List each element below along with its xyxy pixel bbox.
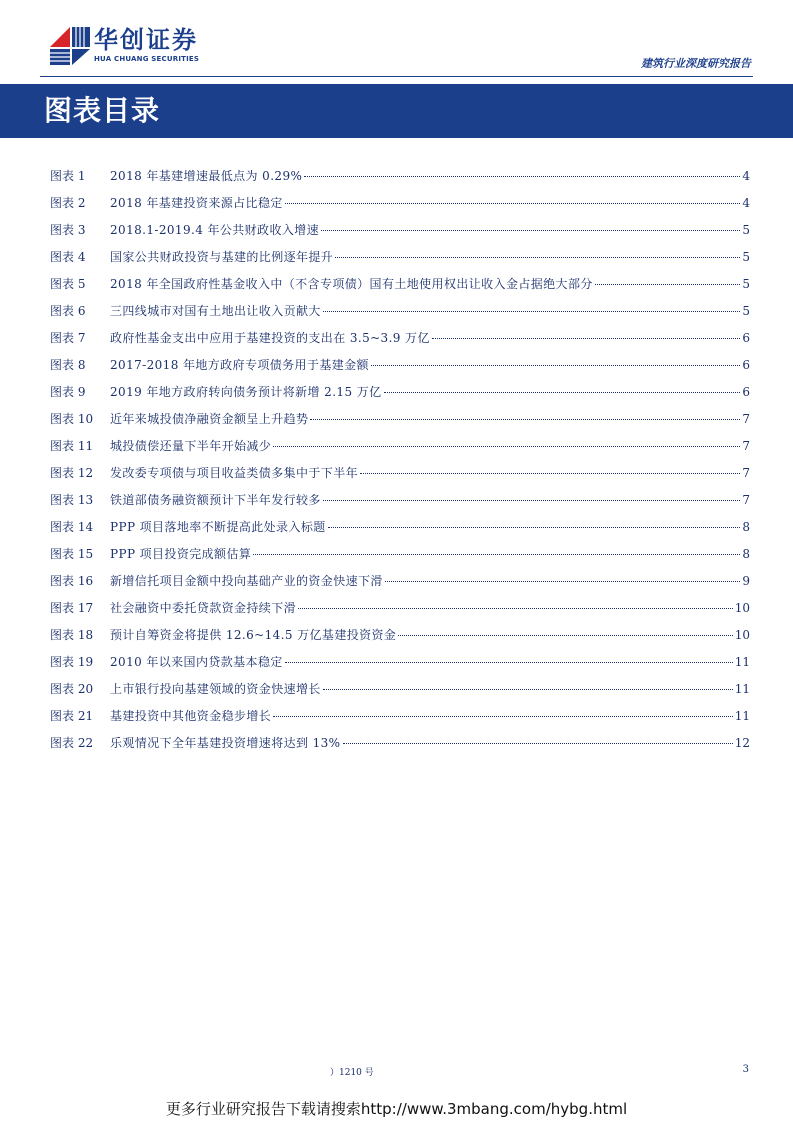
toc-figure-label: 图表 11 [50,439,94,453]
toc-figure-title[interactable]: 上市银行投向基建领域的资金快速增长 [110,682,321,696]
toc-page-number: 9 [742,574,750,588]
toc-leader-dots [273,446,740,447]
toc-entry[interactable] [50,708,750,735]
toc-entry[interactable] [50,681,750,708]
toc-figure-label: 图表 8 [50,358,86,372]
toc-page-number: 4 [742,196,750,210]
toc-page-number: 4 [742,169,750,183]
toc-figure-label: 图表 9 [50,385,86,399]
section-title: 图表目录 [44,94,161,127]
toc-figure-label: 图表 21 [50,709,94,723]
toc-page-number: 10 [734,601,750,615]
toc-figure-title[interactable]: 新增信托项目金额中投向基础产业的资金快速下滑 [110,574,383,588]
toc-leader-dots [384,392,741,393]
toc-figure-label: 图表 12 [50,466,94,480]
toc-page-number: 8 [742,520,750,534]
toc-page-number: 5 [742,250,750,264]
toc-entry[interactable] [50,303,750,330]
toc-entry[interactable] [50,492,750,519]
toc-leader-dots [310,419,740,420]
toc-figure-label: 图表 7 [50,331,86,345]
toc-page-number: 7 [742,439,750,453]
footer-license: ）1210 号 [330,1068,374,1078]
toc-figure-label: 图表 18 [50,628,94,642]
toc-figure-title[interactable]: 2018 年全国政府性基金收入中（不含专项债）国有土地使用权出让收入金占据绝大部分 [110,277,593,291]
toc-leader-dots [323,689,733,690]
toc-entry[interactable] [50,384,750,411]
toc-entry[interactable] [50,546,750,573]
toc-figure-title[interactable]: PPP 项目投资完成额估算 [110,547,252,561]
toc-page-number: 5 [742,223,750,237]
toc-figure-title[interactable]: 2018.1-2019.4 年公共财政收入增速 [110,223,320,237]
toc-page-number: 8 [742,547,750,561]
toc-entry[interactable] [50,330,750,357]
toc-figure-title[interactable]: 基建投资中其他资金稳步增长 [110,709,272,723]
toc-leader-dots [285,203,741,204]
page-header [0,0,793,84]
section-banner [0,84,793,138]
toc-figure-title[interactable]: 社会融资中委托贷款资金持续下滑 [110,601,297,615]
toc-figure-title[interactable]: 2018 年基建投资来源占比稳定 [110,196,283,210]
toc-figure-label: 图表 22 [50,736,94,750]
toc-figure-title[interactable]: 发改委专项债与项目收益类债多集中于下半年 [110,466,359,480]
toc-leader-dots [371,365,740,366]
toc-entry[interactable] [50,600,750,627]
toc-leader-dots [323,311,741,312]
toc-entry[interactable] [50,276,750,303]
toc-figure-title[interactable]: 乐观情况下全年基建投资增速将达到 13% [110,736,341,750]
toc-figure-title[interactable]: 2019 年地方政府转向债务预计将新增 2.15 万亿 [110,385,382,399]
toc-figure-title[interactable]: 2010 年以来国内贷款基本稳定 [110,655,283,669]
toc-figure-title[interactable]: 2017-2018 年地方政府专项债务用于基建金额 [110,358,369,372]
download-note: 更多行业研究报告下载请搜索http://www.3mbang.com/hybg.html [165,1100,628,1118]
toc-figure-title[interactable]: 近年来城投债净融资金额呈上升趋势 [110,412,309,426]
toc-page-number: 6 [742,358,750,372]
toc-entry[interactable] [50,519,750,546]
toc-leader-dots [323,500,741,501]
figure-index [50,168,750,762]
toc-figure-label: 图表 6 [50,304,86,318]
toc-figure-label: 图表 15 [50,547,94,561]
toc-leader-dots [335,257,740,258]
toc-entry[interactable] [50,357,750,384]
toc-leader-dots [343,743,733,744]
toc-figure-label: 图表 14 [50,520,94,534]
toc-entry[interactable] [50,438,750,465]
toc-leader-dots [398,635,732,636]
toc-entry[interactable] [50,627,750,654]
toc-figure-label: 图表 17 [50,601,94,615]
toc-leader-dots [285,662,733,663]
logo-chinese-name: 华创证券 [94,26,198,54]
toc-page-number: 5 [742,304,750,318]
toc-page-number: 6 [742,385,750,399]
toc-leader-dots [321,230,740,231]
toc-figure-title[interactable]: 铁道部债务融资额预计下半年发行较多 [110,493,321,507]
toc-figure-label: 图表 10 [50,412,94,426]
toc-entry[interactable] [50,573,750,600]
toc-page-number: 11 [734,682,750,696]
toc-figure-label: 图表 4 [50,250,86,264]
toc-figure-title[interactable]: 政府性基金支出中应用于基建投资的支出在 3.5~3.9 万亿 [110,331,430,345]
toc-figure-label: 图表 19 [50,655,94,669]
header-divider [40,76,753,77]
toc-entry[interactable] [50,195,750,222]
toc-leader-dots [328,527,741,528]
toc-figure-title[interactable]: 城投债偿还量下半年开始减少 [110,439,272,453]
toc-figure-label: 图表 2 [50,196,86,210]
toc-page-number: 7 [742,466,750,480]
toc-figure-label: 图表 13 [50,493,94,507]
logo-english-name: HUA CHUANG SECURITIES [94,55,200,63]
report-type: 建筑行业深度研究报告 [641,57,751,70]
toc-page-number: 11 [734,709,750,723]
toc-figure-title[interactable]: 预计自筹资金将提供 12.6~14.5 万亿基建投资资金 [110,628,397,642]
page-number: 3 [742,1064,749,1075]
toc-figure-label: 图表 20 [50,682,94,696]
toc-entry[interactable] [50,249,750,276]
toc-leader-dots [360,473,740,474]
toc-figure-label: 图表 5 [50,277,86,291]
toc-entry[interactable] [50,222,750,249]
toc-leader-dots [595,284,741,285]
toc-leader-dots [298,608,733,609]
toc-figure-label: 图表 1 [50,169,86,183]
toc-leader-dots [432,338,741,339]
toc-entry[interactable] [50,411,750,438]
toc-entry[interactable] [50,465,750,492]
toc-figure-title[interactable]: 2018 年基建增速最低点为 0.29% [110,169,303,183]
toc-leader-dots [253,554,740,555]
toc-leader-dots [273,716,733,717]
toc-leader-dots [304,176,740,177]
toc-page-number: 7 [742,412,750,426]
toc-figure-label: 图表 16 [50,574,94,588]
toc-entry[interactable] [50,735,750,762]
toc-figure-title[interactable]: 三四线城市对国有土地出让收入贡献大 [110,304,321,318]
toc-page-number: 10 [734,628,750,642]
toc-entry[interactable] [50,654,750,681]
toc-figure-title[interactable]: PPP 项目落地率不断提高此处录入标题 [110,520,326,534]
toc-page-number: 11 [734,655,750,669]
toc-page-number: 7 [742,493,750,507]
toc-leader-dots [385,581,741,582]
toc-entry[interactable] [50,168,750,195]
toc-page-number: 6 [742,331,750,345]
toc-figure-title[interactable]: 国家公共财政投资与基建的比例逐年提升 [110,250,334,264]
huachuang-logo-icon [50,27,90,65]
toc-page-number: 12 [734,736,750,750]
toc-page-number: 5 [742,277,750,291]
toc-figure-label: 图表 3 [50,223,86,237]
